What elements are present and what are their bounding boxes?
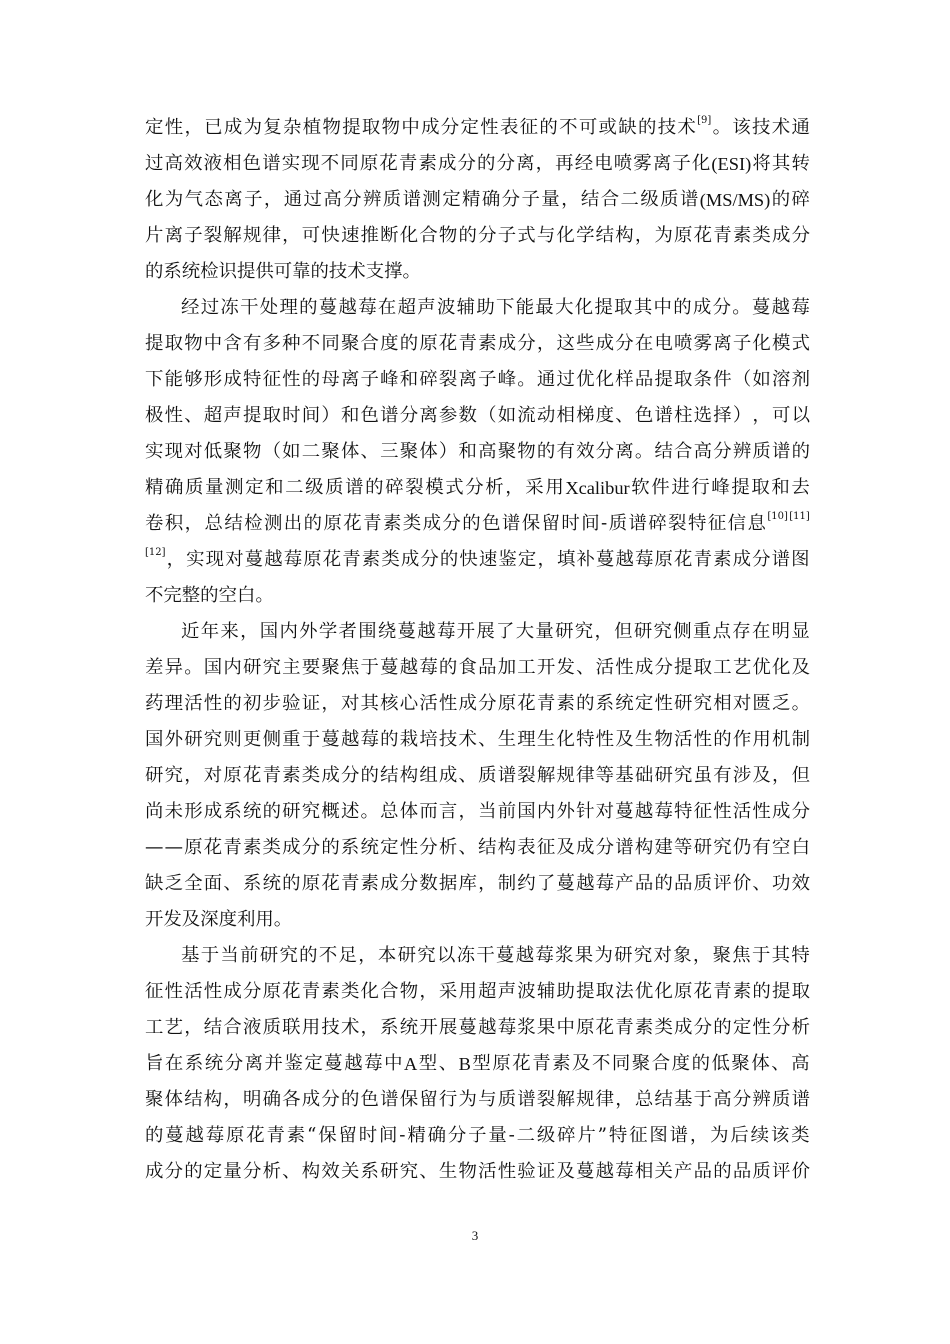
text-line: 的 蔓 越 莓 原 花 青 素 “ 保 留 时 间 - 精 确 分 子 量 - 二 级 碎 片 ” 特 征 图 谱 ， 为 后 续 该 类	[145, 1125, 810, 1146]
page-number: 3	[471, 1228, 479, 1243]
text-line: 工 艺 ， 结 合 液 质 联 用 技 术 ， 系 统 开 展 蔓 越 莓 浆 果 中 原 花 青 素 类 成 分 的 定 性 分 析	[145, 1017, 810, 1038]
text-line: 下 能 够 形 成 特 征 性 的 母 离 子 峰 和 碎 裂 离 子 峰 。 通 过 优 化 样 品 提 取 条 件 （ 如 溶 剂	[145, 369, 810, 390]
text-line: 精 确 质 量 测 定 和 二 级 质 谱 的 碎 裂 模 式 分 析 ， 采 用 Xcalibur 软 件 进 行 峰 提 取 和 去	[145, 477, 810, 498]
text-line: 研 究 ， 对 原 花 青 素 类 成 分 的 结 构 组 成 、 质 谱 裂 解 规 律 等 基 础 研 究 虽 有 涉 及 ， 但	[145, 765, 810, 786]
text-line: — — 原 花 青 素 类 成 分 的 系 统 定 性 分 析 、 结 构 表 征 及 成 分 谱 构 建 等 研 究 仍 有 空 白	[145, 837, 810, 858]
text-line: 提 取 物 中 含 有 多 种 不 同 聚 合 度 的 原 花 青 素 成 分 ， 这 些 成 分 在 电 喷 雾 离 子 化 模 式	[145, 333, 810, 354]
text-line: 极 性 、 超 声 提 取 时 间 ） 和 色 谱 分 离 参 数 （ 如 流 动 相 梯 度 、 色 谱 柱 选 择 ） ， 可 以	[145, 405, 810, 426]
text-line: 不完整的空白。	[145, 585, 274, 606]
text-line: 尚 未 形 成 系 统 的 研 究 概 述 。 总 体 而 言 ， 当 前 国 内 外 针 对 蔓 越 莓 特 征 性 活 性 成 分	[145, 801, 810, 822]
text-line: 化 为 气 态 离 子 ， 通 过 高 分 辨 质 谱 测 定 精 确 分 子 量 ， 结 合 二 级 质 谱 (MS/MS) 的 碎	[145, 189, 810, 210]
text-line: 定 性 ， 已 成 为 复 杂 植 物 提 取 物 中 成 分 定 性 表 征 的 不 可 或 缺 的 技 术 [9] 。 该 技 术 通	[145, 115, 810, 138]
text-line: 片 离 子 裂 解 规 律 ， 可 快 速 推 断 化 合 物 的 分 子 式 与 化 学 结 构 ， 为 原 花 青 素 类 成 分	[145, 225, 810, 246]
text-line: 基 于 当 前 研 究 的 不 足 ， 本 研 究 以 冻 干 蔓 越 莓 浆 果 为 研 究 对 象 ， 聚 焦 于 其 特	[181, 945, 810, 966]
text-line: 过 高 效 液 相 色 谱 实 现 不 同 原 花 青 素 成 分 的 分 离 ， 再 经 电 喷 雾 离 子 化 (ESI) 将 其 转	[145, 153, 810, 174]
text-line: 近 年 来 ， 国 内 外 学 者 围 绕 蔓 越 莓 开 展 了 大 量 研 究 ， 但 研 究 侧 重 点 存 在 明 显	[181, 621, 810, 642]
text-line: 的系统检识提供可靠的技术支撑。	[145, 261, 421, 282]
text-line: 国 外 研 究 则 更 侧 重 于 蔓 越 莓 的 栽 培 技 术 、 生 理 生 化 特 性 及 生 物 活 性 的 作 用 机 制	[145, 729, 810, 750]
body-text	[145, 110, 810, 1190]
text-line: 旨 在 系 统 分 离 并 鉴 定 蔓 越 莓 中 A 型 、 B 型 原 花 青 素 及 不 同 聚 合 度 的 低 聚 体 、 高	[145, 1053, 810, 1074]
text-line: 卷 积 ， 总 结 检 测 出 的 原 花 青 素 类 成 分 的 色 谱 保 留 时 间 - 质 谱 碎 裂 特 征 信 息 [10] [11]	[145, 511, 810, 534]
text-line: 药 理 活 性 的 初 步 验 证 ， 对 其 核 心 活 性 成 分 原 花 青 素 的 系 统 定 性 研 究 相 对 匮 乏 。	[145, 693, 810, 714]
text-line: 经 过 冻 干 处 理 的 蔓 越 莓 在 超 声 波 辅 助 下 能 最 大 化 提 取 其 中 的 成 分 。 蔓 越 莓	[181, 297, 810, 318]
text-line: 聚 体 结 构 ， 明 确 各 成 分 的 色 谱 保 留 行 为 与 质 谱 裂 解 规 律 ， 总 结 基 于 高 分 辨 质 谱	[145, 1089, 810, 1110]
text-line: 开发及深度利用。	[145, 909, 293, 930]
text-line: 成 分 的 定 量 分 析 、 构 效 关 系 研 究 、 生 物 活 性 验 证 及 蔓 越 莓 相 关 产 品 的 品 质 评 价	[145, 1161, 810, 1182]
text-line: [12] ， 实 现 对 蔓 越 莓 原 花 青 素 类 成 分 的 快 速 鉴 定 ， 填 补 蔓 越 莓 原 花 青 素 成 分 谱 图	[145, 547, 810, 570]
text-line: 征 性 活 性 成 分 原 花 青 素 类 化 合 物 ， 采 用 超 声 波 辅 助 提 取 法 优 化 原 花 青 素 的 提 取	[145, 981, 810, 1002]
text-line: 缺 乏 全 面 、 系 统 的 原 花 青 素 成 分 数 据 库 ， 制 约 了 蔓 越 莓 产 品 的 品 质 评 价 、 功 效	[145, 873, 810, 894]
text-line: 差 异 。 国 内 研 究 主 要 聚 焦 于 蔓 越 莓 的 食 品 加 工 开 发 、 活 性 成 分 提 取 工 艺 优 化 及	[145, 657, 810, 678]
text-line: 实 现 对 低 聚 物 （ 如 二 聚 体 、 三 聚 体 ） 和 高 聚 物 的 有 效 分 离 。 结 合 高 分 辨 质 谱 的	[145, 441, 810, 462]
